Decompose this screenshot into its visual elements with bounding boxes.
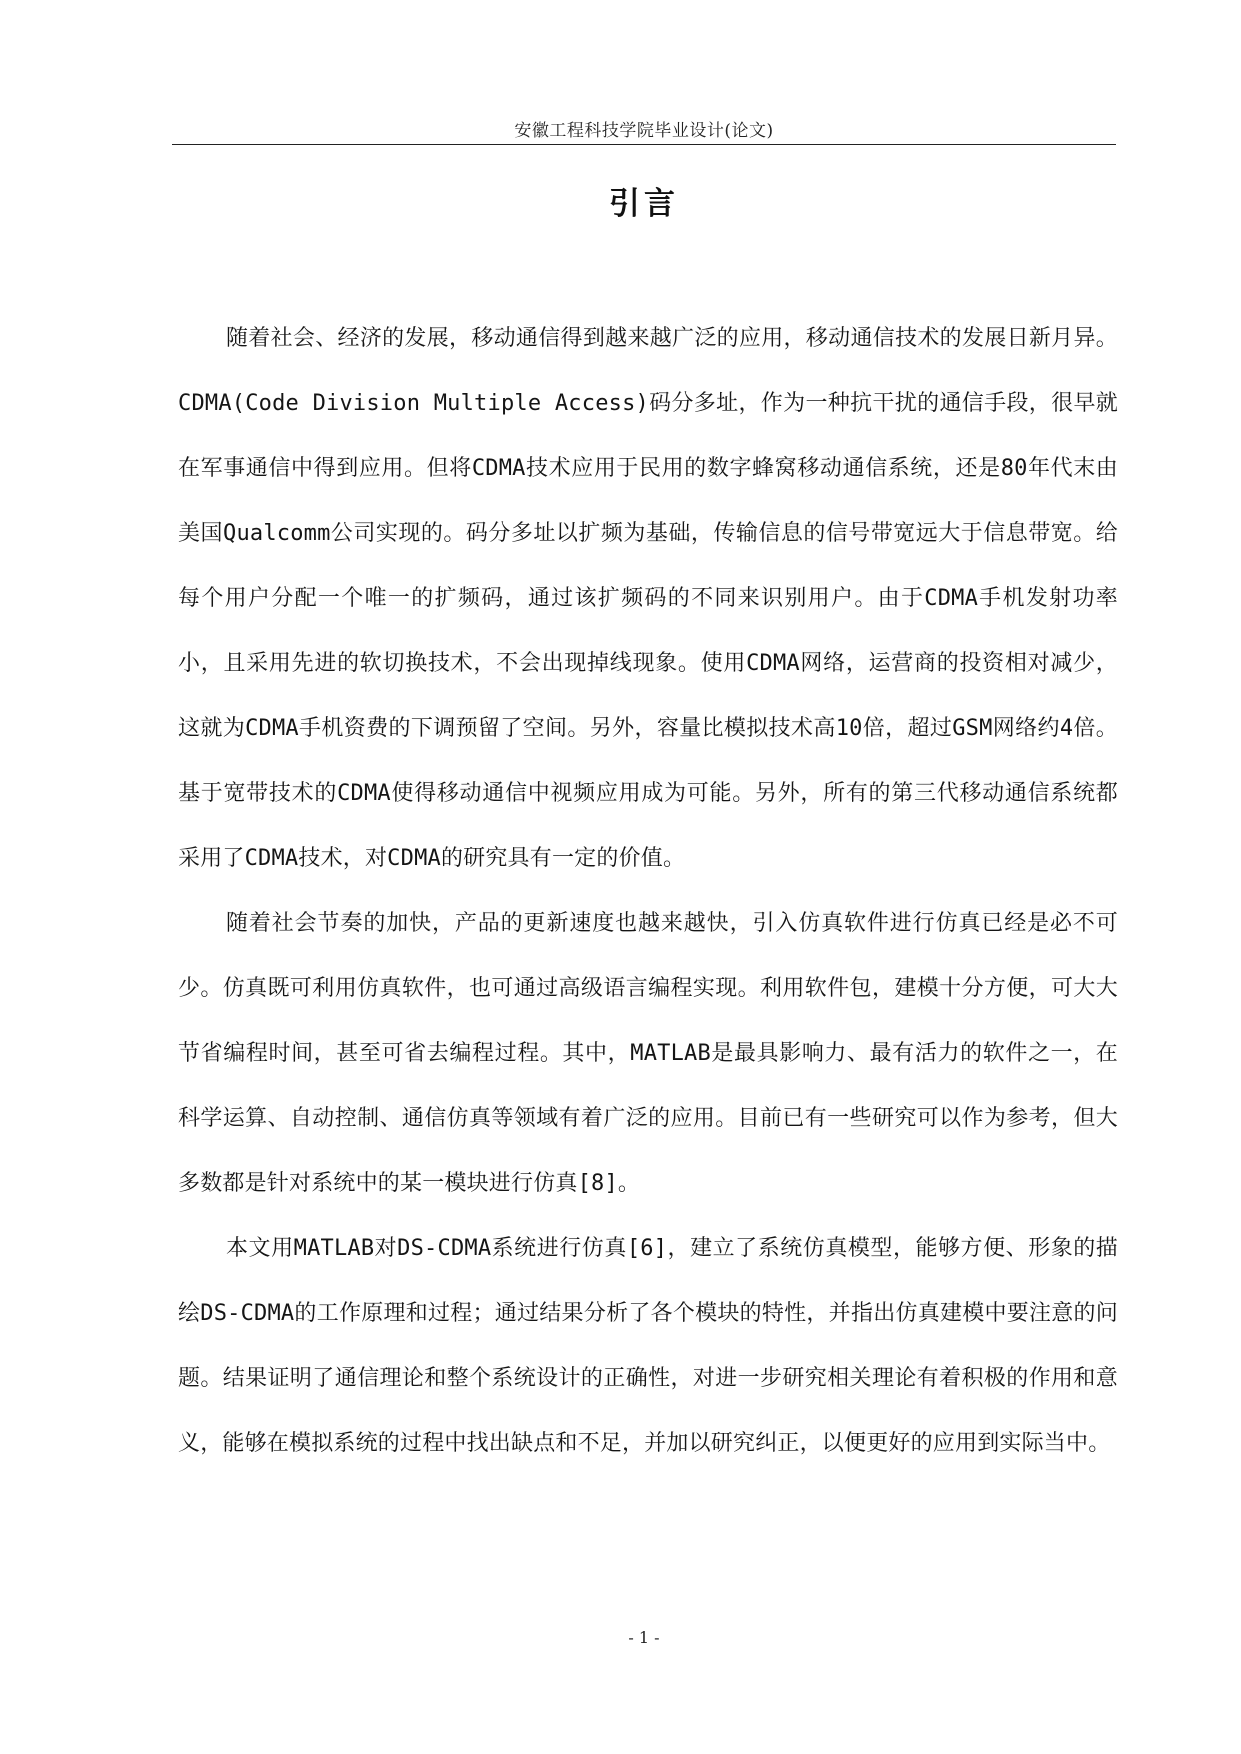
page-title: 引言	[609, 186, 679, 222]
paragraph-2: 随着社会节奏的加快，产品的更新速度也越来越快，引入仿真软件进行仿真已经是必不可少。仿真既可利用仿真软件，也可通过高级语言编程实现。利用软件包，建模十分方便，可大大节省编程时间，甚至可省去编程过程。其中，MATLAB是最具影响力、最有活力的软件之一，在科学运算、自动控制、通信仿真等领域有着广泛的应用。目前已有一些研究可以作为参考，但大多数都是针对系统中的某一模块进行仿真[8]。	[178, 911, 1118, 1196]
header-rule	[172, 144, 1116, 145]
paragraph-3: 本文用MATLAB对DS-CDMA系统进行仿真[6]，建立了系统仿真模型，能够方便、形象的描绘DS-CDMA的工作原理和过程；通过结果分析了各个模块的特性，并指出仿真建模中要注意的问题。结果证明了通信理论和整个系统设计的正确性，对进一步研究相关理论有着积极的作用和意义，能够在模拟系统的过程中找出缺点和不足，并加以研究纠正，以便更好的应用到实际当中。	[178, 1236, 1118, 1456]
paragraph-1: 随着社会、经济的发展，移动通信得到越来越广泛的应用，移动通信技术的发展日新月异。CDMA(Code Division Multiple Access)码分多址，作为一种抗干扰的通信手段，很早就在军事通信中得到应用。但将CDMA技术应用于民用的数字蜂窝移动通信系统，还是80年代末由美国Qualcomm公司实现的。码分多址以扩频为基础，传输信息的信号带宽远大于信息带宽。给每个用户分配一个唯一的扩频码，通过该扩频码的不同来识别用户。由于CDMA手机发射功率小，且采用先进的软切换技术，不会出现掉线现象。使用CDMA网络，运营商的投资相对减少，这就为CDMA手机资费的下调预留了空间。另外，容量比模拟技术高10倍，超过GSM网络约4倍。基于宽带技术的CDMA使得移动通信中视频应用成为可能。另外，所有的第三代移动通信系统都采用了CDMA技术，对CDMA的研究具有一定的价值。	[178, 326, 1118, 871]
body-text	[178, 306, 1118, 1476]
running-header: 安徽工程科技学院毕业设计(论文)	[514, 121, 774, 141]
page-number: - 1 -	[628, 1628, 660, 1647]
